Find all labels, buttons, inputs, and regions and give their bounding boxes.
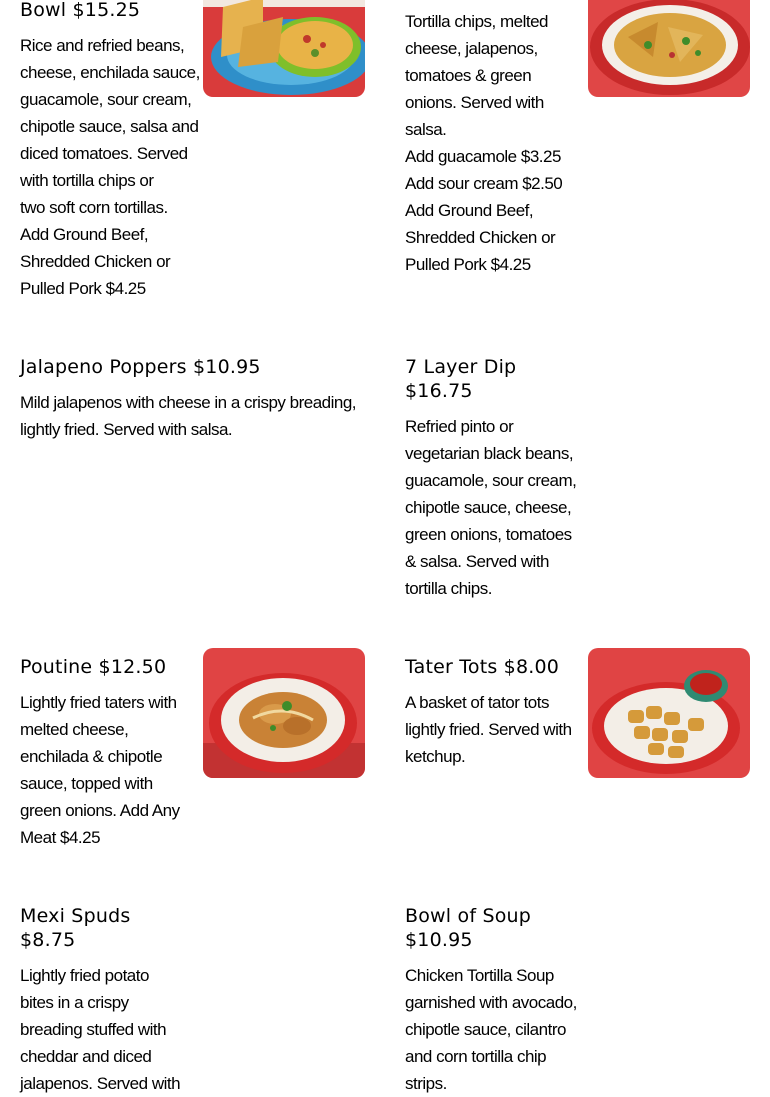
menu-item-poutine	[20, 655, 200, 851]
item-title: Tater Tots $8.00	[405, 656, 560, 678]
menu-item-nachos	[405, 8, 575, 278]
item-description: A basket of tator tots lightly fried. Served with ketchup.	[405, 693, 572, 766]
item-title: Mexi Spuds $8.75	[20, 905, 131, 951]
menu-item-tater-tots	[405, 655, 585, 770]
item-title: 7 Layer Dip $16.75	[405, 356, 517, 402]
item-description: Chicken Tortilla Soup garnished with avocado, chipotle sauce, cilantro and corn tortilla chip strips.	[405, 966, 577, 1093]
item-description: Lightly fried taters with melted cheese, enchilada & chipotle sauce, topped with green onions. Add Any Meat $4.25	[20, 693, 180, 847]
menu-item-bowl	[20, 0, 200, 302]
item-description: Lightly fried potato bites in a crispy breading stuffed with cheddar and diced jalapenos. Served with	[20, 966, 181, 1093]
item-description: Tortilla chips, melted cheese, jalapenos, tomatoes & green onions. Served with salsa. Add guacamole $3.25 Add sour cream $2.50 Add Ground Beef, Shredded Chicken or Pulled Pork $4.25	[405, 12, 563, 274]
tater-tots-photo	[588, 648, 750, 778]
item-title: Poutine $12.50	[20, 656, 167, 678]
item-title: Bowl of Soup $10.95	[405, 905, 532, 951]
poutine-photo	[203, 648, 365, 778]
item-title: Bowl $15.25	[20, 0, 141, 21]
menu-item-7-layer-dip	[405, 355, 585, 602]
item-title: Jalapeno Poppers $10.95	[20, 356, 261, 378]
menu-item-jalapeno-poppers	[20, 355, 360, 443]
item-description: Rice and refried beans, cheese, enchilada sauce, guacamole, sour cream, chipotle sauce, salsa and diced tomatoes. Served with tortilla chips or two soft corn tortillas. Add Ground Beef, Shredded Chicken or Pulled Pork $4.25	[20, 36, 200, 298]
menu-item-bowl-of-soup	[405, 904, 585, 1097]
menu-item-mexi-spuds	[20, 904, 200, 1097]
item-description: Mild jalapenos with cheese in a crispy breading, lightly fried. Served with salsa.	[20, 393, 357, 439]
nachos-photo	[588, 0, 750, 97]
bowl-photo	[203, 0, 365, 97]
item-description: Refried pinto or vegetarian black beans, guacamole, sour cream, chipotle sauce, cheese, green onions, tomatoes & salsa. Served with tortilla chips.	[405, 417, 577, 598]
